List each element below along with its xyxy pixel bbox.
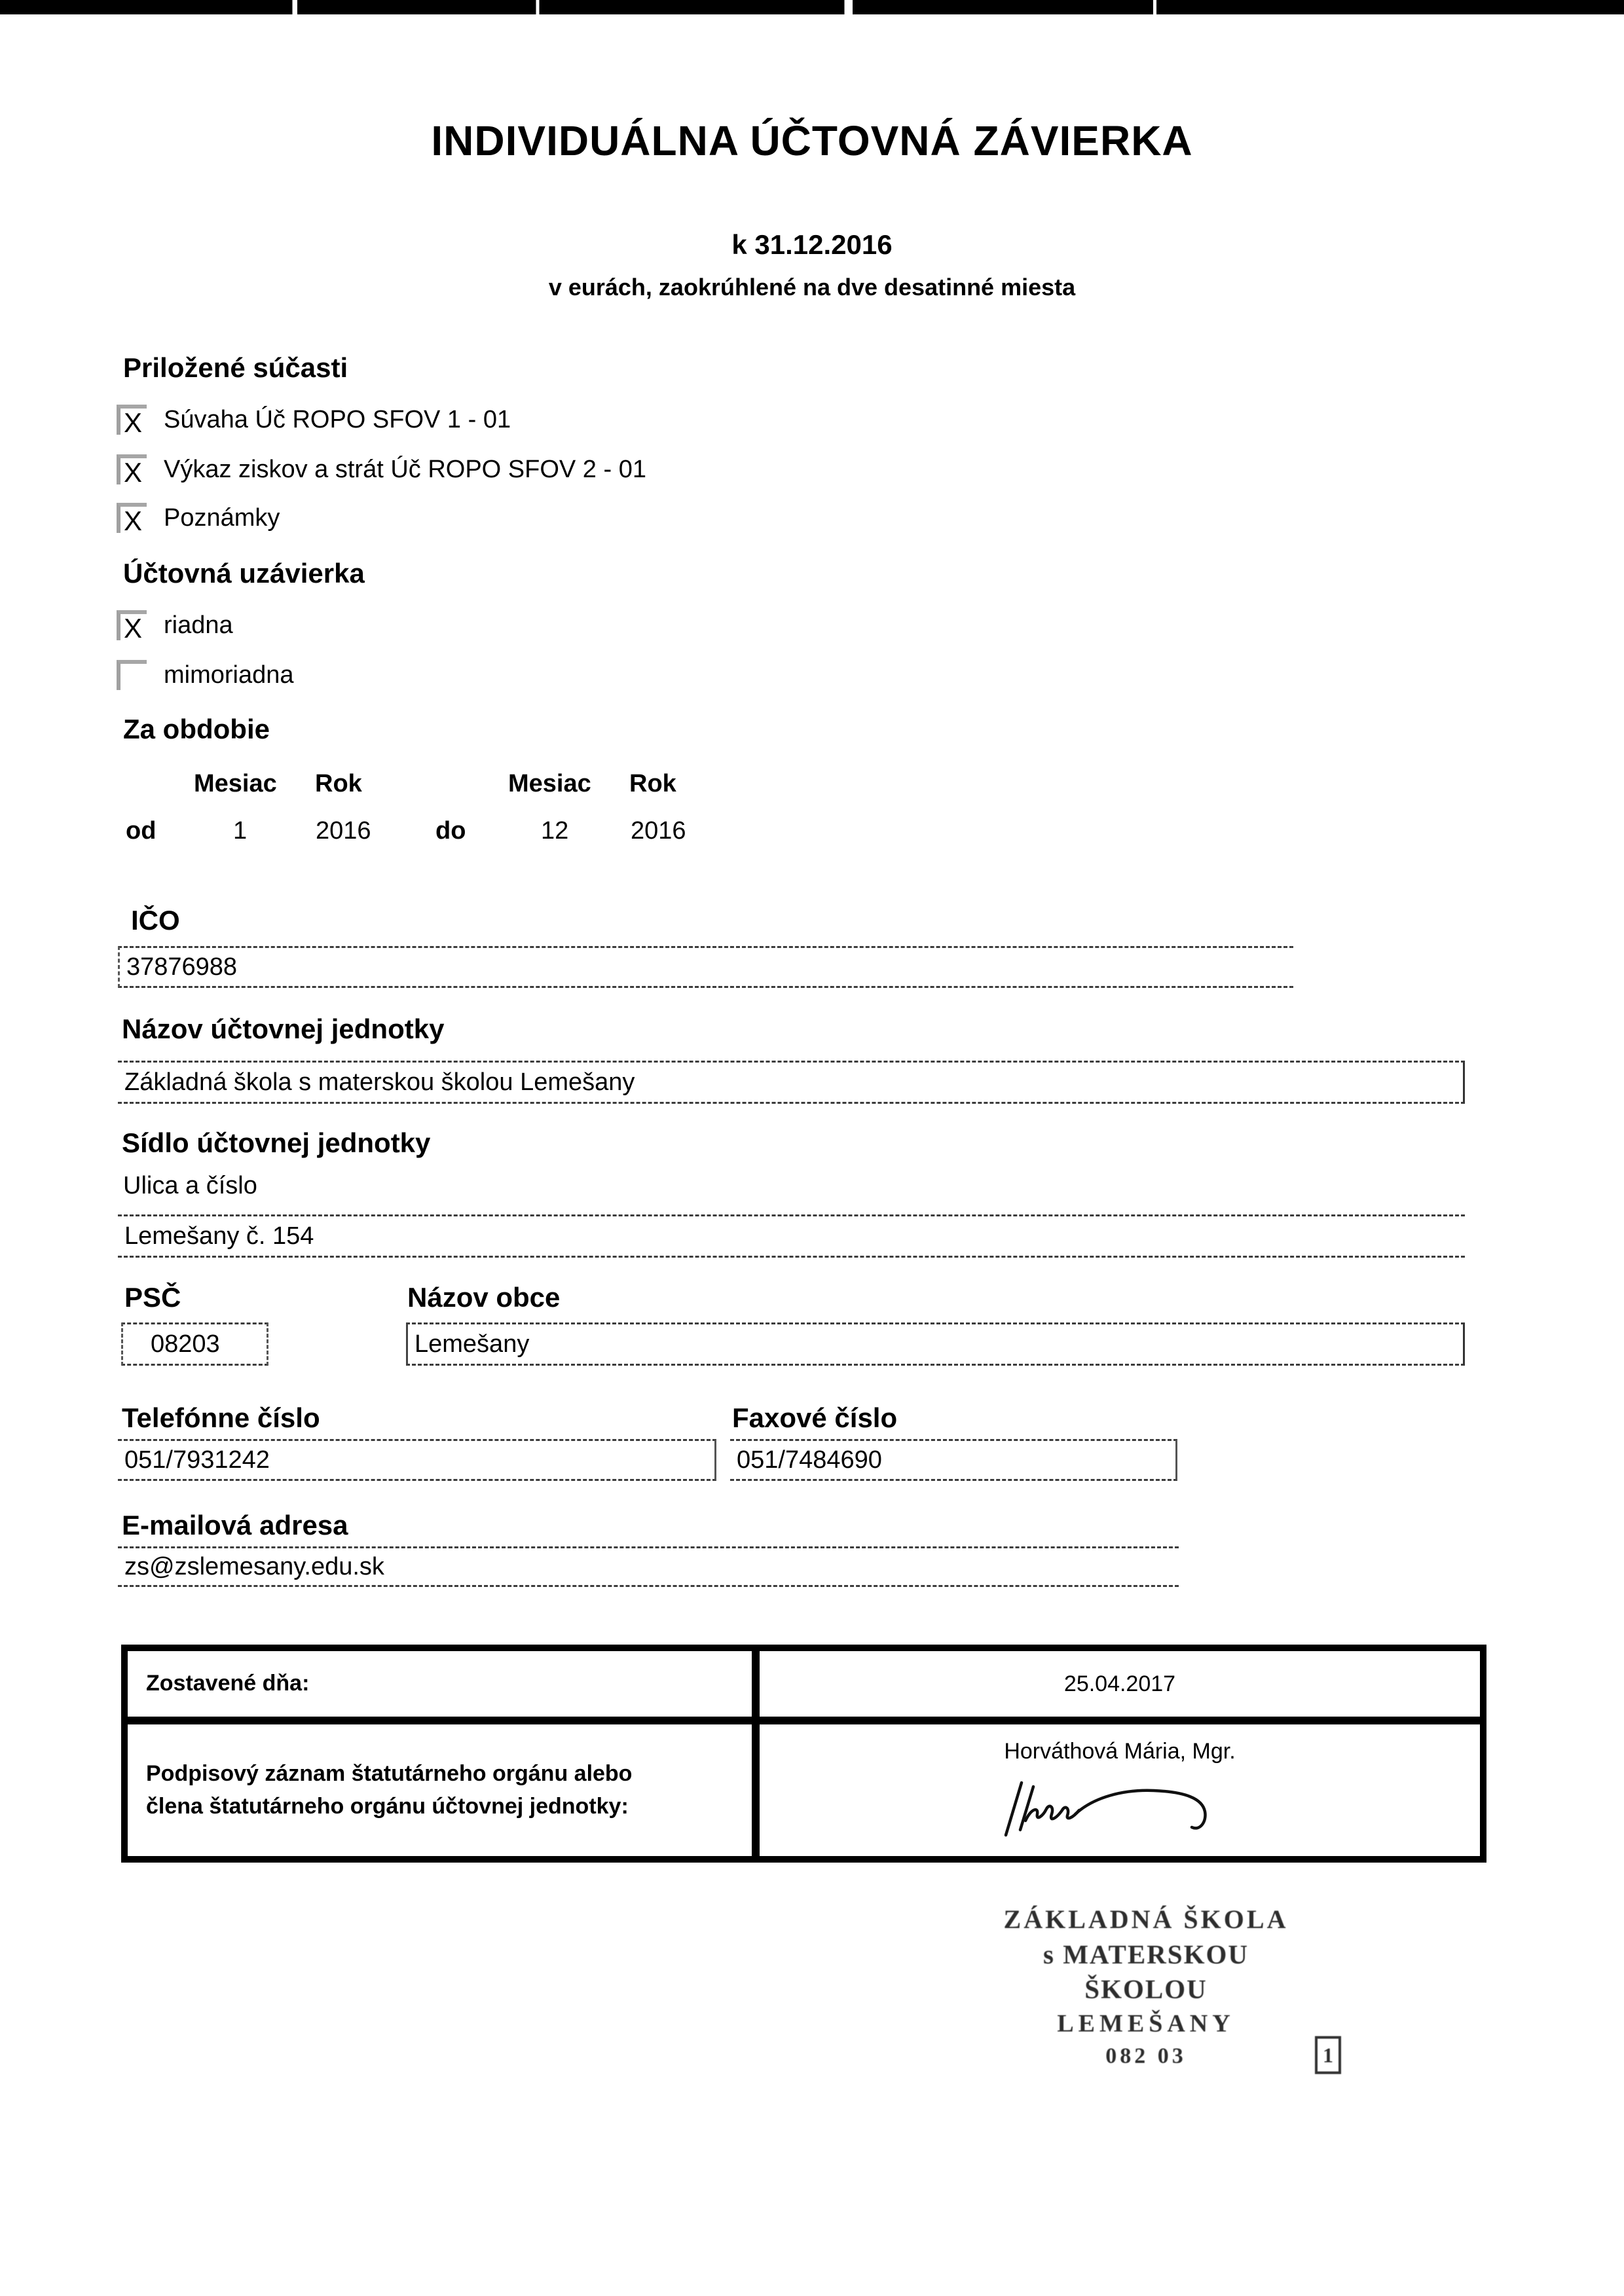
signatory-value-cell (760, 1724, 1480, 1856)
section-heading-closing-type: Účtovná uzávierka (123, 558, 365, 589)
stamp-line-2: s MATERSKOU ŠKOLOU (1043, 1939, 1249, 2005)
handwritten-signature (1002, 1776, 1238, 1842)
stamp-badge: 1 (1315, 2036, 1341, 2074)
ico-label: IČO (131, 905, 180, 936)
closing-type-row (117, 606, 233, 644)
period-from-year: 2016 (316, 817, 371, 845)
period-from-month: 1 (233, 817, 248, 845)
ico-field (118, 946, 1293, 988)
attachment-row (117, 450, 646, 488)
signatory-label-cell (128, 1724, 760, 1856)
compiled-date-label: Zostavené dňa: (146, 1671, 310, 1696)
period-month-label-from: Mesiac (194, 770, 277, 797)
closing-type-label: mimoriadna (164, 661, 294, 689)
compiled-date-row (128, 1651, 1480, 1724)
municipality-label: Názov obce (407, 1282, 561, 1313)
entity-name-value: Základná škola s materskou školou Lemešany (124, 1068, 635, 1096)
fax-label: Faxové číslo (732, 1402, 898, 1433)
phone-value: 051/7931242 (124, 1446, 270, 1474)
attachment-label: Výkaz ziskov a strát Úč ROPO SFOV 2 - 01 (164, 455, 646, 483)
section-heading-seat: Sídlo účtovnej jednotky (122, 1127, 431, 1158)
stamp-line-3: LEMEŠANY (1057, 2009, 1235, 2037)
fax-field (730, 1439, 1177, 1481)
checkbox-mimoriadna (117, 660, 147, 690)
as-of-date: k 31.12.2016 (731, 229, 893, 260)
psc-label: PSČ (124, 1282, 181, 1313)
checkbox-suvaha: X (117, 405, 147, 435)
period-month-label-to: Mesiac (508, 770, 591, 797)
section-heading-period: Za obdobie (123, 714, 270, 744)
attachment-label: Poznámky (164, 503, 280, 532)
period-to-year: 2016 (631, 817, 686, 845)
email-field (118, 1546, 1179, 1587)
period-to-label: do (435, 817, 466, 845)
phone-label: Telefónne číslo (122, 1402, 320, 1433)
attachment-label: Súvaha Úč ROPO SFOV 1 - 01 (164, 405, 511, 433)
email-label: E-mailová adresa (122, 1510, 348, 1540)
scan-artifact-bar (0, 0, 1624, 14)
period-from-label: od (126, 817, 157, 845)
checkbox-poznamky: X (117, 503, 147, 533)
period-year-label-to: Rok (629, 770, 676, 797)
fax-value: 051/7484690 (737, 1446, 882, 1474)
phone-field (118, 1439, 716, 1481)
section-heading-attachments: Priložené súčasti (123, 352, 348, 383)
entity-name-field (118, 1061, 1465, 1104)
checkbox-riadna: X (117, 610, 147, 640)
signatory-name: Horváthová Mária, Mgr. (1004, 1739, 1236, 1764)
signatory-label: Podpisový záznam štatutárneho orgánu alebo člena štatutárneho orgánu účtovnej jednotky: (146, 1761, 633, 1819)
attachment-row (117, 499, 280, 537)
subtitle: v eurách, zaokrúhlené na dve desatinné miesta (548, 274, 1076, 301)
page-title: INDIVIDUÁLNA ÚČTOVNÁ ZÁVIERKA (431, 117, 1193, 164)
signature-table (121, 1645, 1486, 1863)
email-value: zs@zslemesany.edu.sk (124, 1552, 384, 1580)
period-year-label-from: Rok (315, 770, 362, 797)
closing-type-label: riadna (164, 611, 233, 639)
stamp-line-4: 082 03 (1105, 2043, 1187, 2068)
entity-name-label: Názov účtovnej jednotky (122, 1013, 445, 1044)
closing-type-row (117, 656, 294, 694)
period-to-month: 12 (541, 817, 569, 845)
ico-value: 37876988 (126, 953, 238, 981)
compiled-date-value: 25.04.2017 (1063, 1671, 1176, 1696)
compiled-date-value-cell (760, 1651, 1480, 1717)
street-value: Lemešany č. 154 (124, 1222, 314, 1250)
stamp-line-1: ZÁKLADNÁ ŠKOLA (1003, 1904, 1289, 1934)
municipality-value: Lemešany (415, 1330, 530, 1358)
signatory-row (128, 1724, 1480, 1856)
psc-value: 08203 (151, 1330, 220, 1358)
attachment-row (117, 401, 511, 439)
checkbox-vykaz: X (117, 454, 147, 484)
psc-field (121, 1322, 268, 1366)
municipality-field (406, 1322, 1465, 1366)
street-field (118, 1214, 1465, 1258)
street-label: Ulica a číslo (123, 1172, 257, 1199)
compiled-date-label-cell (128, 1651, 760, 1717)
school-stamp (982, 1902, 1333, 2071)
